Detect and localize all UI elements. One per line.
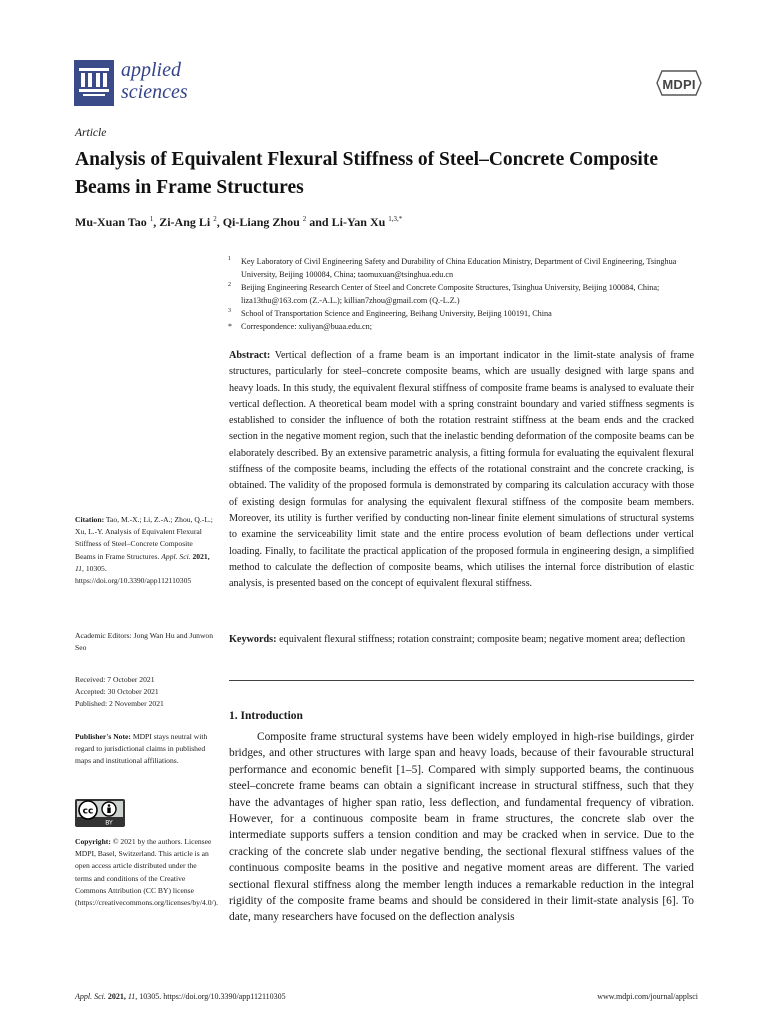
keywords-label: Keywords:: [229, 634, 277, 645]
footer-year: 2021,: [107, 992, 126, 1001]
academic-editors: Academic Editors: Jong Wan Hu and Junwon Seo: [75, 631, 214, 653]
abstract: [229, 348, 694, 592]
publication-dates: [75, 674, 215, 711]
author-name: Mu-Xuan Tao: [75, 215, 147, 229]
affiliation-item: [228, 307, 698, 320]
citation-label: Citation:: [75, 515, 105, 524]
author-name: Li-Yan Xu: [331, 215, 386, 229]
correspondence-item: [228, 320, 698, 333]
author-list: Mu-Xuan Tao $^1$, Zi-Ang Li $^2$, Qi-Liang Zhou $^2$ and Li-Yan Xu $^{1,3,*}$: [75, 215, 403, 229]
affiliation-mark: 2: [228, 282, 231, 288]
footer-volume: 11,: [127, 992, 138, 1001]
affiliation-item: [228, 281, 698, 307]
copyright-text: © 2021 by the authors. Licensee MDPI, Basel, Switzerland. This article is an open access article distributed under the terms and conditions of the Creative Commons Attribution (CC BY) license (https://creativecommons.org/licenses/by/4.0/).: [75, 837, 219, 908]
svg-text:cc: cc: [82, 806, 94, 817]
citation-doi[interactable]: 10305. https://doi.org/10.3390/app112110305: [75, 563, 192, 586]
footer-journal-url[interactable]: www.mdpi.com/journal/applsci: [597, 992, 698, 1001]
copyright-notice: [75, 836, 219, 909]
journal-logo-icon: [74, 60, 114, 106]
journal-name-line2: sciences: [121, 81, 188, 103]
abstract-label: Abstract:: [229, 350, 271, 361]
publisher-logo: [656, 68, 702, 98]
affiliation-list: [228, 255, 698, 333]
affiliation-mark: 1: [228, 256, 231, 262]
author-name: Zi-Ang Li: [159, 215, 211, 229]
publisher-note-label: Publisher's Note:: [75, 732, 131, 741]
journal-name: [121, 59, 188, 103]
citation-volume: 11,: [75, 563, 84, 573]
cc-by-icon: [75, 799, 125, 827]
author-affiliation-mark: 1,3,*: [388, 215, 403, 223]
affiliation-item: [228, 255, 698, 281]
author-affiliation-mark: 2: [302, 215, 307, 223]
affiliation-mark: 3: [228, 308, 231, 314]
keywords-text: equivalent flexural stiffness; rotation constraint; composite beam; negative moment area; deflection: [279, 634, 686, 645]
cc-by-label: BY: [105, 819, 113, 827]
citation-block: [75, 514, 215, 587]
publisher-name: MDPI: [662, 77, 696, 92]
journal-logo: [74, 60, 234, 108]
affiliation-text: Beijing Engineering Research Center of Steel and Concrete Composite Structures, Tsinghua University, Beijing 100084, China; liza13thu@163.com (Z.-A.L.); killian7zhou@gmail.com (Q.-L.Z.): [241, 283, 660, 305]
intro-paragraph: Composite frame structural systems have been widely employed in high-rise buildings, girder bridges, and other structures with large span and heavy loads, because of their favourable structural performance and economic benefit [1–5]. Compared with simply supported beams, the continuous steel–concrete frame beams can obtain a significant increase in structural stiffness, such that they have the advantages of higher span ratio, less deflection, and fundamental frequency of vibration. However, for a continuous composite beam in frame structures, the concrete slab over the intermediate supports suffers a tension condition and may be cracked when in service. Due to the cracking of the concrete slab under negative bending, the sectional flexural stiffness values of the continuous composite beams in the positive and negative moment areas are different. The varied sectional flexural stiffness along the member length induces a remarkable reduction in the integral rigidity of the composite frame beams and should be considered in their limit-state analysis [6]. To date, many researchers have focused on the deflection analysis: [229, 731, 694, 924]
footer-citation: [75, 992, 286, 1001]
correspondence-text: Correspondence: xuliyan@buaa.edu.cn;: [241, 322, 372, 331]
paper-title: Analysis of Equivalent Flexural Stiffness of Steel–Concrete Composite Beams in Frame Structures: [75, 149, 658, 198]
affiliation-text: School of Transportation Science and Engineering, Beihang University, Beijing 100191, China: [241, 309, 552, 318]
article-type: Article: [75, 127, 107, 139]
received-date: Received: 7 October 2021: [75, 675, 155, 684]
copyright-label: Copyright:: [75, 837, 111, 846]
publisher-note: [75, 731, 215, 768]
footer-journal: Appl. Sci.: [75, 992, 106, 1001]
section-divider: [229, 680, 694, 681]
correspondence-mark: *: [228, 322, 232, 331]
abstract-text: Vertical deflection of a frame beam is an important indicator in the limit-state analysis of frame structures, particularly for steel–concrete composite beams, which are usually designed with large spans and heavy loads. In this study, the equivalent flexural stiffness of composite frame beams is analysed to evaluate their vertical deflection. A theoretical beam model with a spring constraint boundary and varied stiffness segments is established to consider the influence of both the rotation restraint stiffness at the beam ends and the cracked section in the negative moment region, such that the inelastic bending deformation of the composite beams can be elaborately described. By an extensive parametric analysis, a fitting formula for evaluating the equivalent flexural stiffness of the composite beams, including the effects of the rotational constraint and the concrete cracking, is obtained. The validity of the proposed formula is demonstrated by comparing its calculation accuracy with those of existing design formulas for analysing the equivalent flexural stiffness of the composite beam members. Moreover, its utility is further verified by conducting non-linear finite element simulations of structural systems to examine the serviceability limit state and the entire process evolution of beam deflections under vertical loading. Finally, to facilitate the practical application of the proposed formula in engineering design, a simplified method to calculate the deflection of composite beams, which utilises the internal force distribution of elastic analysis, is presented based on the concept of equivalent flexural stiffness.: [229, 350, 694, 590]
cc-by-license-badge[interactable]: [75, 799, 125, 827]
author-affiliation-mark: 1: [149, 215, 154, 223]
citation-year: 2021,: [192, 551, 210, 561]
author-name: Qi-Liang Zhou: [222, 215, 300, 229]
citation-text: Tao, M.-X.; Li, Z.-A.; Zhou, Q.-L.; Xu, L.-Y. Analysis of Equivalent Flexural Stiffness of Steel–Concrete Composite Beams in Frame Structures.: [75, 515, 213, 561]
affiliation-text: Key Laboratory of Civil Engineering Safety and Durability of China Education Ministry, Department of Civil Engineering, Tsinghua University, Beijing 100084, China; taomuxuan@tsinghua.edu.cn: [241, 257, 677, 279]
author-affiliation-mark: 2: [213, 215, 217, 223]
section-heading: 1. Introduction: [229, 710, 303, 722]
accepted-date: Accepted: 30 October 2021: [75, 687, 159, 697]
footer-doi[interactable]: 10305. https://doi.org/10.3390/app112110305: [139, 992, 286, 1001]
citation-journal: Appl. Sci.: [161, 551, 191, 561]
publisher-note-text: MDPI stays neutral with regard to jurisdictional claims in published maps and institutional affiliations.: [75, 732, 208, 766]
journal-name-line1: applied: [121, 59, 181, 81]
published-date: Published: 2 November 2021: [75, 699, 164, 709]
keywords: [229, 632, 694, 648]
